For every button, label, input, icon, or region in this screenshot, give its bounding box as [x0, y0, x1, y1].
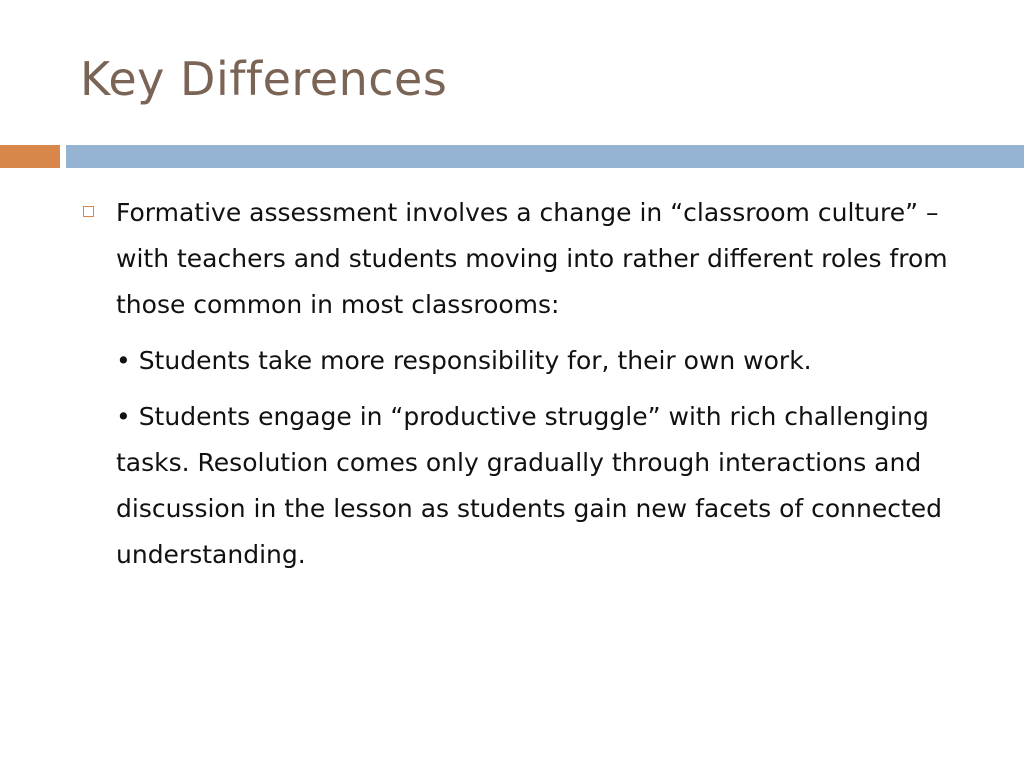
sub-point: • Students take more responsibility for, their own work. — [116, 346, 812, 375]
slide-title: Key Differences — [80, 52, 448, 106]
accent-bar-orange — [0, 145, 60, 168]
hollow-square-bullet-icon — [83, 206, 94, 217]
bullet-item — [80, 190, 980, 328]
bullet-text: Formative assessment involves a change in “classroom culture” – with teachers and students moving into rather different roles from those common in most classrooms: — [116, 198, 948, 319]
sub-point: • Students engage in “productive struggle” with rich challenging tasks. Resolution comes only gradually through interactions and discussion in the lesson as students gain new facets of connected understanding. — [116, 402, 943, 569]
accent-bar-blue — [66, 145, 1024, 168]
slide-body — [80, 190, 980, 578]
